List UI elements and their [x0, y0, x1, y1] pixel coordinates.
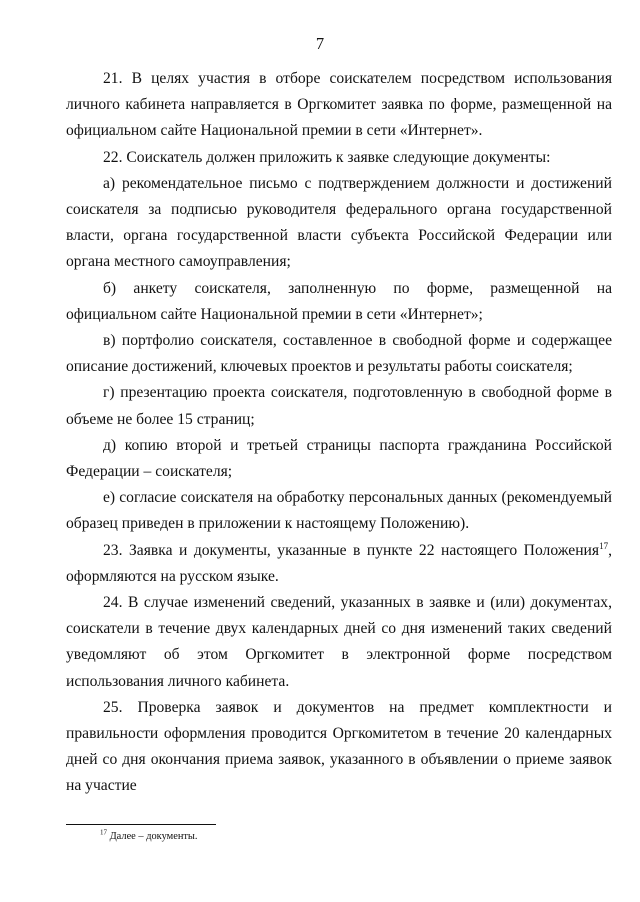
list-item-g: г) презентацию проекта соискателя, подготовленную в свободной форме в объеме не более 15 страниц; [66, 384, 612, 428]
footnote-text: Далее – документы. [107, 831, 198, 842]
footnote-marker: 17 [100, 828, 107, 837]
list-item-v: в) портфолио соискателя, составленное в свободной форме и содержащее описание достижений, ключевых проектов и результаты работы соискателя; [66, 332, 612, 376]
footnote-reference: 17 [599, 540, 609, 551]
list-item-e: е) согласие соискателя на обработку персональных данных (рекомендуемый образец приведен в приложении к настоящему Положению). [66, 489, 612, 533]
paragraph-23-text: 23. Заявка и документы, указанные в пункте 22 настоящего Положения [103, 541, 600, 559]
paragraph-23 [66, 538, 612, 590]
paragraph-21: 21. В целях участия в отборе соискателем посредством использования личного кабинета направляется в Оргкомитет заявка по форме, размещенной на официальном сайте Национальной премии в сети «Интернет». [66, 70, 612, 140]
list-item-d: д) копию второй и третьей страницы паспорта гражданина Российской Федерации – соискателя; [66, 436, 612, 481]
paragraph-23-text-after: , оформляются на русском языке. [66, 541, 612, 585]
list-item-a: а) рекомендательное письмо с подтверждением должности и достижений соискателя за подписью руководителя федерального органа государственной власти, органа государственной власти субъекта Российской Федерации или органа местного самоуправления; [66, 174, 612, 271]
paragraph-25: 25. Проверка заявок и документов на предмет комплектности и правильности оформления проводится Оргкомитетом в течение 20 календарных дней со дня окончания приема заявок, указанного в объявлении о приеме заявок на участие [66, 698, 612, 795]
list-item-b: б) анкету соискателя, заполненную по форме, размещенной на официальном сайте Национальной премии в сети «Интернет»; [66, 279, 612, 323]
footnote-divider [66, 824, 216, 825]
page-number: 7 [315, 34, 325, 53]
paragraph-24: 24. В случае изменений сведений, указанных в заявке и (или) документах, соискатели в течение двух календарных дней со дня изменений таких сведений уведомляют об этом Оргкомитет в электронной форме посредством использования личного кабинета. [66, 594, 612, 690]
footnote [100, 830, 198, 844]
paragraph-22: 22. Соискатель должен приложить к заявке следующие документы: [103, 148, 551, 166]
document-body [66, 66, 612, 800]
